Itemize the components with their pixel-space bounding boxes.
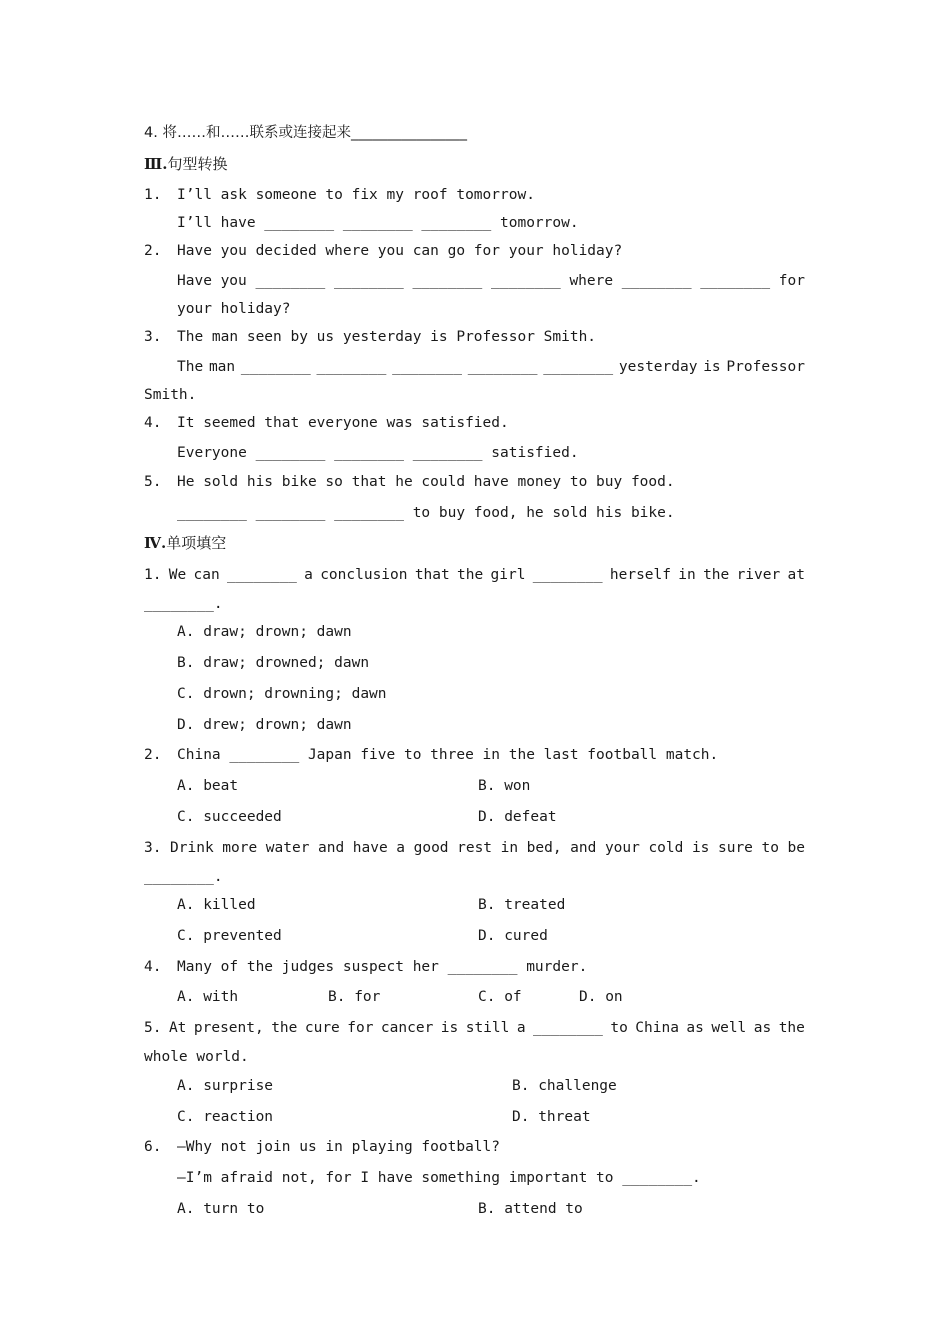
transform-2-original: Have you decided where you can go for your holiday?: [177, 243, 623, 259]
word: the: [457, 567, 484, 583]
question-3-stem: [144, 839, 805, 857]
transform-4-rewrite: Everyone ________ ________ ________ satisfied.: [177, 445, 579, 461]
intro-item: 4. 将……和……联系或连接起来________________: [144, 125, 467, 141]
word: ________: [467, 359, 538, 375]
transform-4-original: It seemed that everyone was satisfied.: [177, 415, 509, 431]
word: ________: [532, 567, 603, 583]
question-5-option-d: D. threat: [512, 1109, 591, 1125]
word: a: [396, 840, 406, 856]
word: ________: [490, 273, 561, 289]
word: cancer: [380, 1020, 434, 1036]
section-3-heading: [144, 155, 228, 173]
question-6-number: 6.: [144, 1139, 162, 1155]
word: and: [570, 840, 597, 856]
section-4-title: 单项填空: [166, 534, 227, 552]
word: ________: [543, 359, 614, 375]
question-2-option-a: A. beat: [177, 778, 239, 794]
word: ________: [333, 273, 404, 289]
word: good: [413, 840, 449, 856]
word: cold: [648, 840, 684, 856]
question-6-option-a: A. turn to: [177, 1201, 265, 1217]
word: ________: [240, 359, 311, 375]
question-2-option-b: B. won: [478, 778, 531, 794]
word: bed,: [526, 840, 562, 856]
word: man: [208, 359, 236, 375]
word: ________: [316, 359, 387, 375]
word: Professor: [726, 359, 805, 375]
word: to: [610, 1020, 628, 1036]
transform-1-original: I’ll ask someone to fix my roof tomorrow.: [177, 187, 535, 203]
question-2-number: 2.: [144, 747, 162, 763]
transform-1-rewrite: I’ll have ________ ________ ________ tomorrow.: [177, 215, 579, 231]
word: to: [761, 840, 779, 856]
transform-3-number: 3.: [144, 329, 162, 345]
question-4-stem: Many of the judges suspect her ________ murder.: [177, 959, 588, 975]
word: as: [753, 1020, 772, 1036]
word: ________: [621, 273, 692, 289]
word: At: [168, 1020, 187, 1036]
section-4-heading: [144, 534, 226, 552]
word: The: [177, 359, 204, 375]
question-1-option-d: D. drew; drown; dawn: [177, 717, 352, 733]
transform-5-rewrite: ________ ________ ________ to buy food, he sold his bike.: [177, 505, 675, 521]
word: is: [703, 359, 721, 375]
transform-5-number: 5.: [144, 474, 162, 490]
section-3-title: 句型转换: [167, 155, 228, 173]
question-5-stem-cont: whole world.: [144, 1049, 249, 1065]
question-1-option-c: C. drown; drowning; dawn: [177, 686, 387, 702]
word: where: [569, 273, 614, 289]
word: Drink: [170, 840, 214, 856]
question-6-option-b: B. attend to: [478, 1201, 583, 1217]
word: cure: [304, 1020, 340, 1036]
question-2-option-d: D. defeat: [478, 809, 557, 825]
question-4-option-a: A. with: [177, 989, 239, 1005]
transform-5-original: He sold his bike so that he could have money to buy food.: [177, 474, 675, 490]
word: present,: [193, 1020, 264, 1036]
word: at: [787, 567, 805, 583]
question-4-option-b: B. for: [328, 989, 381, 1005]
word: still: [465, 1020, 510, 1036]
question-1-stem: [144, 566, 805, 584]
section-3-numeral: Ⅲ.: [144, 155, 168, 173]
word: a: [516, 1020, 526, 1036]
transform-2-rewrite-cont: your holiday?: [177, 301, 291, 317]
transform-4-number: 4.: [144, 415, 162, 431]
word: is: [440, 1020, 459, 1036]
question-6-line-2: —I’m afraid not, for I have something important to ________.: [177, 1170, 701, 1186]
word: conclusion: [320, 567, 408, 583]
word: sure: [717, 840, 753, 856]
question-2-stem: China ________ Japan five to three in the last football match.: [177, 747, 719, 763]
word: herself: [609, 567, 671, 583]
word: ________: [227, 567, 297, 583]
question-4-number: 4.: [144, 959, 162, 975]
question-5-option-b: B. challenge: [512, 1078, 617, 1094]
section-4-numeral: Ⅳ.: [144, 534, 167, 552]
transform-1-number: 1.: [144, 187, 162, 203]
transform-3-rewrite-cont: Smith.: [144, 387, 197, 403]
word: 5.: [144, 1020, 162, 1036]
word: and: [318, 840, 345, 856]
word: river: [736, 567, 781, 583]
word: the: [778, 1020, 805, 1036]
word: rest: [457, 840, 493, 856]
word: ________: [412, 273, 483, 289]
word: Have: [177, 273, 212, 289]
question-4-option-d: D. on: [579, 989, 623, 1005]
word: can: [193, 567, 220, 583]
question-1-option-a: A. draw; drown; dawn: [177, 624, 352, 640]
word: water: [265, 840, 310, 856]
word: well: [711, 1020, 747, 1036]
question-4-option-c: C. of: [478, 989, 522, 1005]
word: be: [787, 840, 805, 856]
word: the: [703, 567, 730, 583]
question-6-line-1: —Why not join us in playing football?: [177, 1139, 501, 1155]
question-3-option-c: C. prevented: [177, 928, 282, 944]
word: for: [347, 1020, 374, 1036]
question-3-option-b: B. treated: [478, 897, 566, 913]
transform-2-number: 2.: [144, 243, 162, 259]
question-5-option-a: A. surprise: [177, 1078, 274, 1094]
word: your: [604, 840, 640, 856]
word: yesterday: [618, 359, 698, 375]
question-3-option-a: A. killed: [177, 897, 256, 913]
word: that: [414, 567, 450, 583]
word: a: [304, 567, 313, 583]
word: girl: [490, 567, 526, 583]
question-1-option-b: B. draw; drowned; dawn: [177, 655, 370, 671]
question-1-stem-cont: ________.: [144, 596, 223, 612]
word: more: [222, 840, 258, 856]
question-5-option-c: C. reaction: [177, 1109, 274, 1125]
word: ________: [255, 273, 326, 289]
question-3-option-d: D. cured: [478, 928, 548, 944]
word: We: [168, 567, 187, 583]
word: ________: [392, 359, 462, 375]
word: for: [778, 273, 805, 289]
word: China: [635, 1020, 679, 1036]
word: ________: [700, 273, 771, 289]
word: as: [686, 1020, 704, 1036]
question-2-option-c: C. succeeded: [177, 809, 282, 825]
word: 3.: [144, 840, 162, 856]
word: is: [691, 840, 710, 856]
transform-3-original: The man seen by us yesterday is Professor Smith.: [177, 329, 597, 345]
transform-3-rewrite: [177, 358, 805, 376]
word: have: [352, 840, 388, 856]
word: ________: [533, 1020, 603, 1036]
word: in: [500, 840, 519, 856]
word: in: [678, 567, 696, 583]
word: 1.: [144, 567, 162, 583]
question-5-stem: [144, 1019, 805, 1037]
question-3-stem-cont: ________.: [144, 869, 223, 885]
word: the: [271, 1020, 298, 1036]
transform-2-rewrite: [177, 272, 805, 290]
word: you: [220, 273, 247, 289]
